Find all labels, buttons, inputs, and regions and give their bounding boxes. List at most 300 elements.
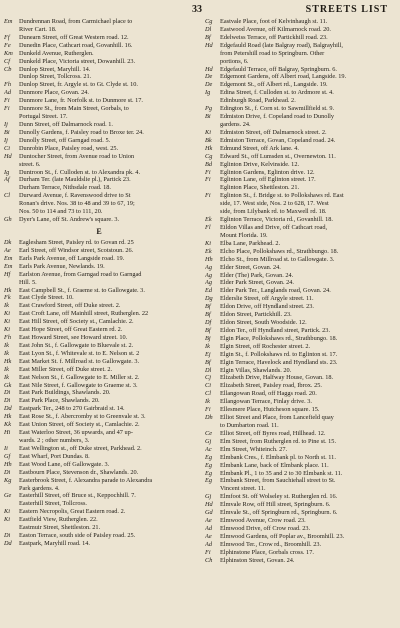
street-text: East Campbell St., f. Graeme st. to Gallowgate. 3. [19,286,145,294]
street-entry [205,81,395,89]
map-grid-ref: Hh [4,460,12,468]
street-entry [205,311,395,319]
map-grid-ref: Ik [4,373,9,381]
map-grid-ref: Fh [4,334,11,342]
map-grid-ref: Ki [4,508,10,516]
street-text: Elmbank Lane, back of Elmbank place. 11. [220,461,329,469]
street-text: Eldon Street, Partickhill. 23. [220,311,292,319]
street-text: Elgin Place, Pollokshaws rd., Strathbungo. 18. [220,334,338,342]
map-grid-ref: Ed [205,287,212,295]
street-entry [4,153,194,161]
street-entry [205,327,395,335]
street-entry-continuation [205,422,395,430]
street-entry-continuation [205,184,395,192]
street-entry-continuation [4,208,194,216]
street-entry [4,540,194,548]
map-grid-ref: Cl [205,390,211,398]
map-grid-ref: De [205,73,213,81]
street-text: East Park Place, Shawlands. 20. [19,397,100,405]
street-text: Eildon Villas and Drive, off Cathcart road, [220,223,328,231]
map-grid-ref: Fi [205,192,211,200]
map-grid-ref: Cf [4,57,10,65]
street-entry-continuation [4,200,194,208]
map-grid-ref: Km [4,49,13,57]
map-grid-ref: Cb [4,65,12,73]
street-entry-continuation [205,121,395,129]
map-grid-ref: Ff [4,33,10,41]
street-entry [4,255,194,263]
street-text: Dunkeld Place, Victoria street, Dowanhill. 23. [19,57,136,65]
map-grid-ref: Gh [4,216,12,224]
map-grid-ref: Di [4,532,11,540]
map-grid-ref: Af [4,176,10,184]
street-text: Dunmore Lane, fr. Norfolk st. to Dunmore st. 17. [19,97,143,105]
map-grid-ref: Ge [4,492,12,500]
street-text: Dunkeld Avenue, Rutherglen. [19,49,94,57]
map-grid-ref: Hk [4,286,12,294]
map-grid-ref: Ci [4,144,10,152]
street-text: Dundrennan Road, from Carmichael place to [19,18,133,25]
street-entry [205,66,395,74]
street-text: Eldon Ter., off Hyndland street, Partick. 23. [220,326,331,334]
street-entry [205,113,395,121]
street-text: portions, 6. [220,57,249,65]
street-entry [4,342,194,350]
map-grid-ref: Ki [205,239,211,247]
street-text: wards. 2 ; other numbers, 3. [19,437,90,445]
street-entry [205,335,395,343]
street-text: Eastwood Avenue, off Kilmarnock road. 20. [220,25,331,33]
street-entry [205,264,395,272]
street-entry [205,137,395,145]
street-entry-continuation [205,232,395,240]
page-header [0,4,400,18]
street-entry-continuation [205,97,395,105]
street-entry [205,153,395,161]
street-entry [4,461,194,469]
street-entry-continuation [4,524,194,532]
map-grid-ref: Ij [4,136,8,144]
street-entry [205,303,395,311]
map-grid-ref: Ac [205,445,212,453]
street-entry [4,358,194,366]
map-grid-ref: De [205,81,213,89]
street-text: Dunearn Street, off Great Western road. 12. [19,33,129,41]
street-entry [205,414,395,422]
map-grid-ref: Ae [4,246,11,254]
street-entry [205,430,395,438]
street-entry [4,287,194,295]
street-text: Eglinton St., f. Bridge st. to Pollokshaws rd. East [220,192,344,200]
map-grid-ref: Ad [4,89,11,97]
map-grid-ref: Bd [205,160,212,168]
map-grid-ref: Ki [4,516,10,524]
street-text: East Hill Street, off Society st., Camlachie. 2. [19,318,134,326]
map-grid-ref: Hk [4,413,12,421]
street-entry [4,97,194,105]
street-text: Nos. 50 to 114 and 73 to 111, 20. [19,208,103,216]
street-text: from Petershill road to Springburn. Other [220,49,325,57]
street-text: Edgefauld Terrace, off Balgray, Springburn. 6. [220,65,337,73]
map-grid-ref: Dh [205,414,213,422]
street-text: Easterbrook Street, f. Alexandra parade to Alexandra [19,476,153,484]
street-entry [205,470,395,478]
street-text: Elizabeth Drive, Halfway House, Govan. 18. [220,374,334,382]
street-text: Elliot Street and Place, from Lancefield quay [220,414,334,422]
map-grid-ref: Bk [205,136,212,144]
street-text: East Hope Street, off Great Eastern rd. 2. [19,326,123,334]
map-grid-ref: Bi [4,128,10,136]
street-text: Eastpark, Maryhill road. 14. [19,540,90,547]
street-text: Dunlop Street, Tollcross. 21. [19,73,92,81]
street-entry [4,247,194,255]
map-grid-ref: Ch [205,556,213,564]
street-entry-continuation [205,200,395,208]
street-text: East Market St. f. Millroad st. to Gallowgate. 3. [19,357,140,365]
street-text: to Dumbarton road. 11. [220,422,279,430]
map-grid-ref: Fi [205,548,211,556]
street-entry [4,382,194,390]
street-text: Eastbourn Place, Stevenson dr., Shawlands. 20. [19,468,139,476]
map-grid-ref: Em [4,18,13,25]
street-text: Earlston Avenue, from Garngad road to Garngad [19,270,142,278]
street-entry [4,413,194,421]
street-entry [205,462,395,470]
street-entry [205,493,395,501]
street-entry [4,58,194,66]
map-grid-ref: Dd [4,540,12,547]
street-entry [4,137,194,145]
street-text: East Wood Lane, off Gallowgate. 3. [19,460,110,468]
street-text: Elmwood Drive, off Crow road. 23. [220,525,311,532]
street-text: East Waterloo Street, 36 upwards, and 47 up- [19,429,133,437]
street-text: Elgin Street, off Rochester street. 2. [220,342,311,350]
street-entry [4,50,194,58]
street-text: East Nile Street, f. Gallowgate to Graeme st. 3. [19,381,138,389]
map-grid-ref: Bf [205,326,211,334]
street-text: Elmwood Ter., Crow rd., Broomhill. 23. [220,540,322,548]
street-entry [205,438,395,446]
street-text: Eglinton Terrace, Victoria rd., Govanhill. 18. [220,216,333,224]
map-grid-ref: Fk [4,294,11,302]
street-entry [205,533,395,541]
street-text: East Park Buildings, Shawlands. 20. [19,389,111,397]
street-text: Elmbank Pl., 1 to 35 and 2 to 30 Elmbank st. 11. [220,469,343,477]
street-entry [4,18,194,26]
map-grid-ref: Hd [205,501,213,509]
street-entry [4,508,194,516]
street-text: East Howard Street, see Howard street. 10. [19,334,128,342]
street-entry [205,549,395,557]
map-grid-ref: Ag [205,279,212,287]
street-entry [205,176,395,184]
map-grid-ref: Ik [205,398,210,406]
map-grid-ref: Ag [205,271,212,279]
section-letter: E [96,226,102,236]
street-text: River Cart. 18. [19,25,57,33]
street-text: Elmwood Avenue, Crow road. 23. [220,517,306,525]
street-entry [4,429,194,437]
street-text: East Clyde Street. 10. [19,294,74,302]
map-grid-ref: Gk [4,381,12,389]
map-grid-ref: Ad [205,540,212,548]
street-entry [205,525,395,533]
street-entry [205,454,395,462]
street-entry [4,81,194,89]
street-text: Durham Terrace, Nithsdale road. 18. [19,184,111,192]
street-text: Edgemont Gardens, off Albert road, Langside. 19. [220,73,347,81]
street-text: Edina Street, f. Culloden st. to Ardmore st. 4. [220,89,334,97]
street-text: Dunolly Gardens, f. Paisley road to Broxe ter. 24. [19,128,144,136]
map-grid-ref: Df [205,319,212,327]
street-text: Vincent street. 11. [220,485,266,493]
street-entry [205,256,395,264]
street-text: Elmfoot St. off Wolseley st. Rutherglen rd. 16. [220,493,338,501]
map-grid-ref: Fl [205,223,211,231]
street-text: Dunedin Place, Cathcart road, Govanhill. 16. [19,41,133,49]
street-entry-continuation [205,58,395,66]
street-entry [4,516,194,524]
street-text: Eastvale Place, foot of Kelvinhaugh st. 11. [220,18,328,25]
street-text: Edgemont St., off Albert rd., Langside. 19. [220,81,328,89]
street-entry [205,192,395,200]
map-grid-ref: Dl [205,25,212,33]
street-entry [4,532,194,540]
street-text: Elba Lane, Parkhead. 2. [220,239,281,247]
street-text: Dunrobin Place, Paisley road, west. 25. [19,144,119,152]
street-entry [205,73,395,81]
street-text: Ellesmere Place, Hutcheson square. 15. [220,406,320,414]
street-text: Elgin Villas, Shawlands. 20. [220,366,292,374]
street-entry [205,169,395,177]
street-text: Elm Street, Whiteinch. 27. [220,445,288,453]
map-grid-ref: Hd [205,41,213,49]
street-entry [205,477,395,485]
street-entry [205,18,395,26]
street-entry [205,541,395,549]
street-text: Easton Terrace, south side of Paisley road. 25. [19,532,136,540]
street-entry [4,294,194,302]
street-entry [4,492,194,500]
map-grid-ref: Gj [205,437,212,445]
street-text: Mount Florida. 19. [220,231,268,239]
street-entry [205,161,395,169]
street-entry [205,398,395,406]
map-grid-ref: Bi [205,113,211,121]
street-text: Park gardens. 4. [19,484,60,492]
street-text: Edmiston Drive, f. Copeland road to Dunolly [220,113,335,121]
street-text: East Croft Lane, off Mainhill street, Rutherglen. 22 [19,310,149,318]
street-entry [205,343,395,351]
map-grid-ref: Kg [4,476,12,484]
street-entry [205,105,395,113]
street-text: Edmund Street, off Ark lane. 4. [220,144,299,152]
street-entry [4,374,194,382]
map-grid-ref: Fi [205,176,211,184]
map-grid-ref: Ii [4,444,8,452]
map-grid-ref: Ij [4,120,8,128]
street-text: Eglinton Place, Shettleston. 21. [220,184,300,192]
street-text: Elgin St., f. Pollokshaws rd. to Eglinton st. 17. [220,350,338,358]
street-entry [4,216,194,224]
street-text: Dunmore St., from Main Street, Gorbals, to [19,105,129,113]
street-text: Elder Park Ter., Langlands road, Govan. 24. [220,287,331,295]
map-grid-ref: Fi [4,97,10,105]
street-text: Elmbank Cres., f. Elmbank pl. to North st. 11. [220,453,336,461]
map-grid-ref: Gd [205,509,213,517]
street-text: East Union Street, off Society st., Camlachie. 2. [19,421,140,429]
street-text: Hill. 5. [19,278,37,286]
map-grid-ref: Fe [4,41,11,49]
street-entry [4,334,194,342]
right-column [205,18,395,565]
street-entry [205,351,395,359]
street-entry [4,397,194,405]
street-entry [4,169,194,177]
map-grid-ref: Hd [205,65,213,73]
street-text: Eastfield View, Rutherglen. 22. [19,516,98,524]
page-title: STREETS LIST [305,4,388,15]
street-text: Earl Street, off Windsor street, Scotstoun. 26. [19,246,134,254]
street-entry [205,367,395,375]
street-text: Duntocher Street, from Avenue road to Union [19,152,135,160]
map-grid-ref: Ek [205,247,212,255]
street-text: Edinburgh Road, Parkhead. 2. [220,97,296,105]
map-grid-ref: Bf [205,303,211,311]
street-text: Elgin Terrace, Havelock and Hyndland sts. 23. [220,358,338,366]
map-grid-ref: Cg [205,18,213,25]
street-entry [4,239,194,247]
map-grid-ref: Ae [205,517,212,525]
street-entry [205,240,395,248]
street-entry [205,517,395,525]
street-text: Elizabeth Street, Paisley road, Ibrox. 25. [220,382,322,390]
street-text: Easterhill Street, Tollcross. [19,500,87,508]
street-entry [205,26,395,34]
street-entry [4,192,194,200]
map-grid-ref: Ag [205,263,212,271]
street-text: Eastmuir Street, Shettleston. 21. [19,524,101,532]
map-grid-ref: Dk [4,238,12,246]
map-grid-ref: Dg [205,295,213,303]
street-text: Eglinton Drive, Kelvinside. 12. [220,160,300,168]
street-text: East Wharf, Port Dundas. 8. [19,452,90,460]
street-text: Eldon Street, South Woodside. 12. [220,319,307,327]
street-text: Elmvale Row, off Hill street, Springburn. 6. [220,501,331,509]
map-grid-ref: Em [4,254,13,262]
street-text: Edington St., f. Corn st. to Sawmillfield st. 9. [220,105,335,113]
street-entry [205,89,395,97]
street-text: East Crawford Street, off Duke street. 2. [19,302,121,310]
map-grid-ref: Ki [205,128,211,136]
street-text: Easterhill Street, off Bruce st., Keppochhill. 7. [19,492,136,500]
street-text: Elliot Street, off Byres road, Hillhead. 12. [220,429,326,437]
street-entry-continuation [4,485,194,493]
map-grid-ref: Bf [205,311,211,319]
street-entry [4,302,194,310]
street-entry [4,145,194,153]
map-grid-ref: Ek [205,216,212,224]
map-grid-ref: Ig [205,89,211,97]
map-grid-ref: Gf [4,452,11,460]
street-entry [4,271,194,279]
street-text: Elder Street, Govan. 24. [220,263,281,271]
street-text: Dunlop Street, fr. Argyle st. to Gt. Clyde st. 10. [19,81,138,89]
street-entry [4,366,194,374]
map-grid-ref: Di [4,389,11,397]
street-text: Elmwood Gardens, off Poplar av., Broomhill. 23. [220,532,345,540]
street-entry [4,445,194,453]
map-grid-ref: Fh [4,81,11,89]
street-entry [4,42,194,50]
map-grid-ref: Ig [4,168,10,176]
street-entry [205,501,395,509]
map-grid-ref: Eg [205,477,212,485]
map-grid-ref: Gj [205,493,212,501]
street-text: Dunmore Place, Govan. 24. [19,89,89,97]
street-entry [4,34,194,42]
map-grid-ref: Ik [205,342,210,350]
street-text: Elphinston Street, Govan. 24. [220,556,295,564]
street-entry [4,453,194,461]
street-entry-continuation [205,208,395,216]
street-text: gardens. 24. [220,120,251,128]
map-grid-ref: Hk [4,357,12,365]
street-text: Dyer's Lane, off St. Andrew's square. 3. [19,216,120,224]
street-text: Dunn Street, off Dalmarnock road. 1. [19,120,113,128]
street-entry [205,390,395,398]
street-entry-continuation [4,500,194,508]
street-text: Elder Park Street, Govan. 24. [220,279,294,287]
street-text: Elm Street, from Rutherglen rd. to Pine st. 15. [220,437,337,445]
street-entry [205,145,395,153]
map-grid-ref: Dd [4,405,12,413]
street-entry [205,382,395,390]
street-text: street. 6. [19,160,41,168]
street-entry [205,406,395,414]
street-entry [4,129,194,137]
street-entry [4,477,194,485]
street-text: Elcho St., from Millroad st. to Gallowgate. 3. [220,255,335,263]
map-grid-ref: Ki [4,326,10,334]
street-entry [205,359,395,367]
map-grid-ref: Eg [205,453,212,461]
street-text: Edelweiss Terrace, off Partickhill road. 23. [220,33,328,41]
street-entry-continuation [4,113,194,121]
street-text: Durham Ter. (late Mauldslie pl.), Partick 23. [19,176,131,184]
street-text: Dunlop Street, Maryhill. 14. [19,65,91,73]
street-entry-continuation [4,161,194,169]
map-grid-ref: Eg [205,469,212,477]
street-entry-continuation [4,184,194,192]
street-entry [205,224,395,232]
street-text: Edmiston Terrace, Govan, Copeland road. 24. [220,136,336,144]
map-grid-ref: Hh [205,255,213,263]
street-text: Elderslie Street, off Argyle street. 11. [220,295,314,303]
street-entry [205,216,395,224]
map-grid-ref: Dl [205,366,212,374]
street-entry [205,319,395,327]
street-entry [4,318,194,326]
map-grid-ref: Fi [4,105,10,113]
street-entry [4,405,194,413]
street-entry-continuation [205,50,395,58]
street-entry [205,279,395,287]
map-grid-ref: Hk [205,144,213,152]
page-number: 33 [192,4,202,15]
street-text: Eldon Drive, off Hyndland street. 23. [220,303,314,311]
street-text: Edmiston Street, off Dalmarnock street. 2. [220,128,327,136]
